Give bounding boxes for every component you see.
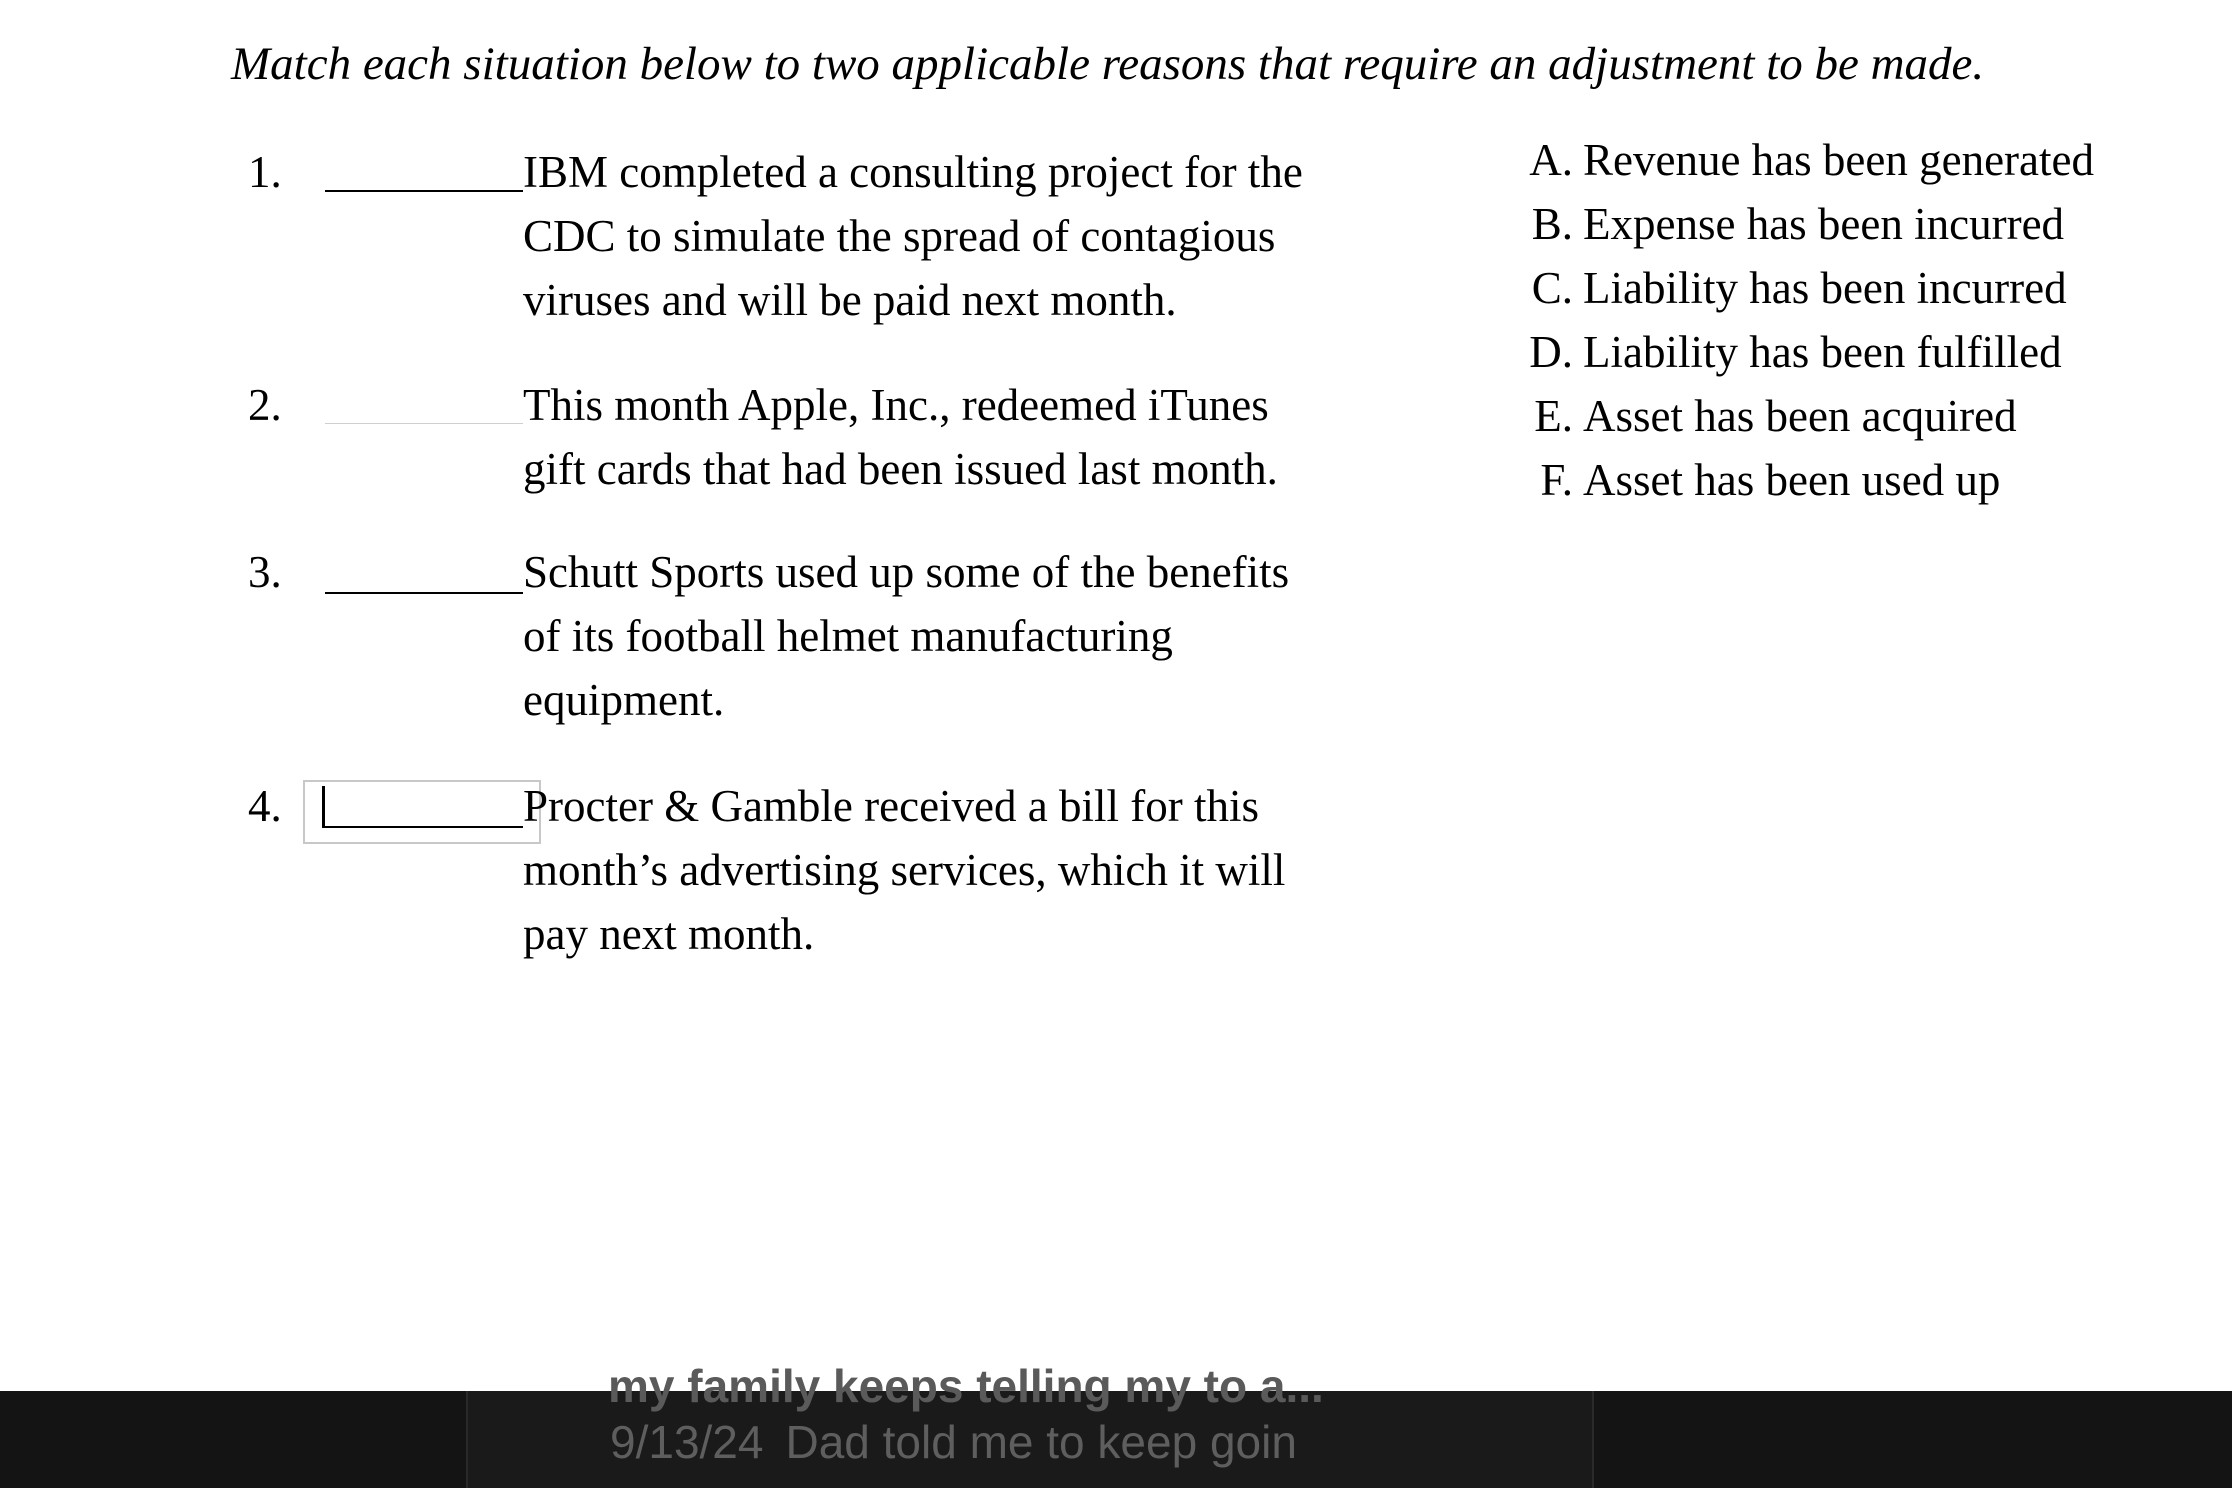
question-text-3: [523, 540, 1289, 732]
answer-choices-list: [1505, 128, 2094, 512]
choice-letter: E.: [1534, 391, 1573, 441]
question-number: 3.: [248, 547, 282, 597]
choice-letter: A.: [1529, 135, 1573, 185]
answer-blank-4[interactable]: [325, 826, 523, 828]
choice-text: Liability has been incurred: [1583, 263, 2067, 313]
question-text-1: [523, 140, 1303, 332]
choice-letter: B.: [1531, 199, 1573, 249]
choice-text: Asset has been used up: [1583, 455, 2001, 505]
question-line: gift cards that had been issued last month.: [523, 444, 1278, 494]
answer-blank-3[interactable]: [325, 592, 523, 594]
answer-field-focused[interactable]: [303, 780, 541, 844]
answer-choice-a: [1505, 128, 2094, 192]
question-line: of its football helmet manufacturing: [523, 611, 1173, 661]
answer-choice-d: [1505, 320, 2094, 384]
answer-blank-1[interactable]: [325, 190, 523, 192]
question-line: Schutt Sports used up some of the benefits: [523, 547, 1290, 597]
question-line: month’s advertising services, which it will: [523, 845, 1286, 895]
subtitle-current-line: [610, 1415, 1297, 1469]
question-line: viruses and will be paid next month.: [523, 275, 1177, 325]
choice-letter: F.: [1540, 455, 1573, 505]
question-number: 4.: [248, 781, 282, 831]
subtitle-date: 9/13/24: [610, 1416, 764, 1468]
choice-text: Revenue has been generated: [1583, 135, 2094, 185]
question-text-4: [523, 774, 1285, 966]
subtitle-text: Dad told me to keep goin: [785, 1416, 1297, 1468]
question-number: 1.: [248, 147, 282, 197]
instruction-heading: Match each situation below to two applicable reasons that require an adjustment to be made.: [231, 38, 1985, 90]
choice-text: Asset has been acquired: [1583, 391, 2017, 441]
choice-letter: C.: [1531, 263, 1573, 313]
subtitle-panel: [466, 1360, 1594, 1488]
question-line: CDC to simulate the spread of contagious: [523, 211, 1276, 261]
question-line: pay next month.: [523, 909, 815, 959]
answer-choice-b: [1505, 192, 2094, 256]
subtitle-overlay-bar: [0, 1360, 2232, 1488]
question-line: IBM completed a consulting project for the: [523, 147, 1303, 197]
question-line: This month Apple, Inc., redeemed iTunes: [523, 380, 1269, 430]
question-line: Procter & Gamble received a bill for this: [523, 781, 1259, 831]
question-line: equipment.: [523, 675, 725, 725]
answer-choice-e: [1505, 384, 2094, 448]
choice-text: Expense has been incurred: [1583, 199, 2065, 249]
answer-choice-f: [1505, 448, 2094, 512]
choice-letter: D.: [1529, 327, 1573, 377]
text-cursor: [322, 786, 325, 828]
subtitle-previous-line: my family keeps telling my to a...: [608, 1360, 1324, 1412]
answer-choice-c: [1505, 256, 2094, 320]
answer-blank-2[interactable]: [325, 423, 523, 424]
question-number: 2.: [248, 380, 282, 430]
choice-text: Liability has been fulfilled: [1583, 327, 2062, 377]
question-text-2: [523, 373, 1278, 501]
